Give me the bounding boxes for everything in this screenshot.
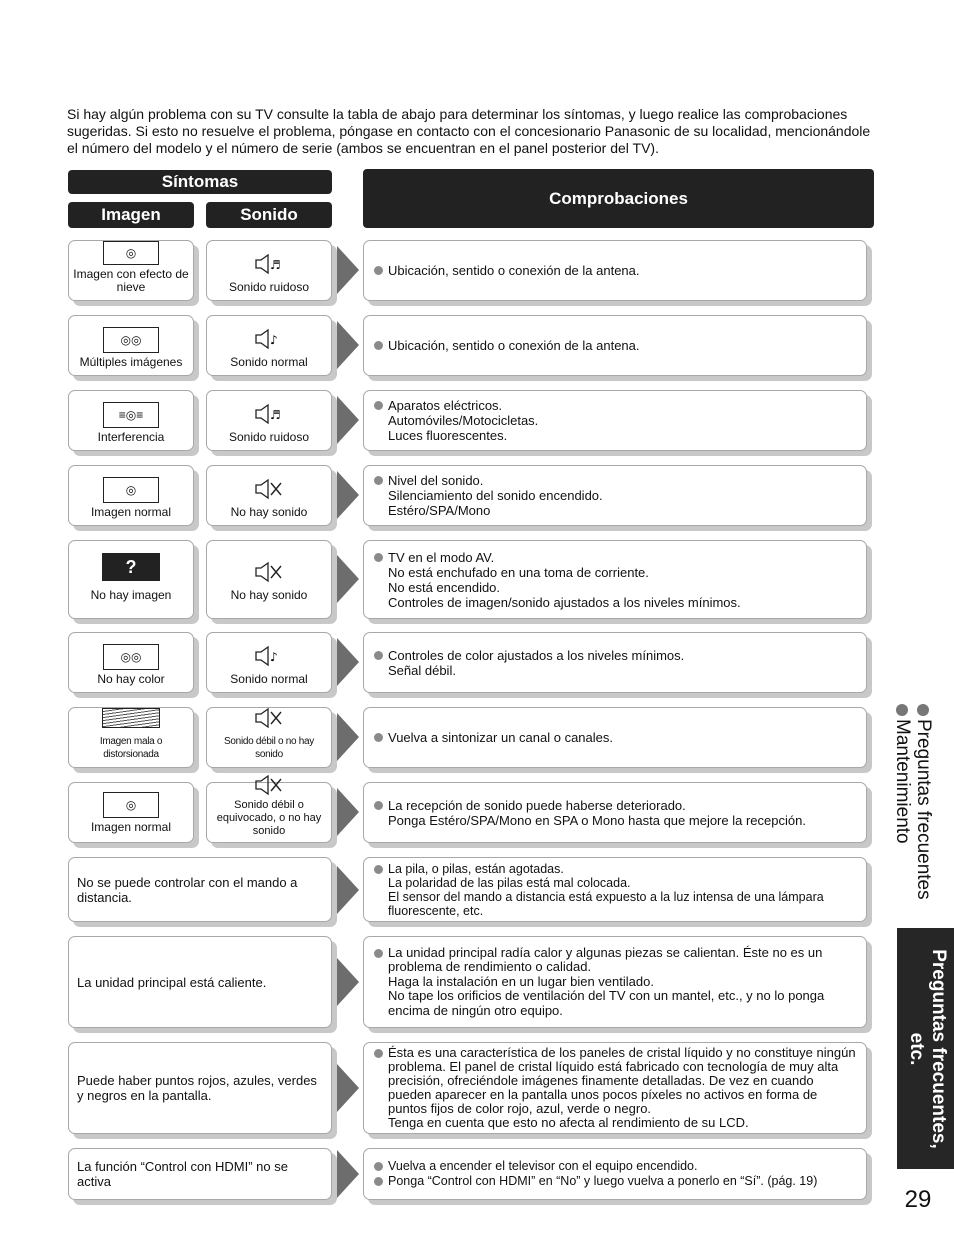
sound-symptom-label: No hay sonido — [230, 588, 308, 602]
checks-cell — [363, 465, 867, 526]
symptom-sound-cell — [206, 707, 332, 768]
arrow-icon — [337, 713, 359, 761]
tv-no-color-icon: ◎◎ — [103, 644, 159, 670]
arrow-icon — [337, 321, 359, 369]
image-symptom-label: No hay imagen — [90, 588, 172, 602]
check-item: Ubicación, sentido o conexión de la antena. — [374, 338, 640, 353]
tv-normal-icon: ◎ — [103, 477, 159, 503]
sound-symptom-label: Sonido normal — [230, 672, 308, 686]
tv-distorted-icon — [102, 708, 160, 728]
symptom-sound-cell — [206, 632, 332, 693]
symptom-image-cell — [68, 707, 194, 768]
sound-symptom-label: Sonido ruidoso — [228, 280, 310, 294]
symptom-image-cell — [68, 390, 194, 451]
tv-snow-icon: ◎ — [103, 241, 159, 265]
image-symptom-label: Imagen mala o distorsionada — [99, 736, 163, 760]
issue-symptom-cell: No se puede controlar con el mando a distancia. — [68, 857, 332, 922]
symptom-sound-cell — [206, 465, 332, 526]
checks-cell — [363, 240, 867, 301]
arrow-icon — [337, 396, 359, 444]
symptom-image-cell — [68, 315, 194, 376]
section-tab[interactable] — [897, 928, 954, 1169]
checks-cell — [363, 315, 867, 376]
speaker-muted-icon — [254, 561, 284, 583]
symptom-sound-cell — [206, 390, 332, 451]
check-item: Controles de color ajustados a los niveles mínimos. Señal débil. — [374, 648, 684, 678]
svg-text:♬: ♬ — [270, 258, 281, 272]
tv-ghost-icon: ◎◎ — [103, 327, 159, 353]
issue-symptom-cell: La unidad principal está caliente. — [68, 936, 332, 1028]
check-item: Nivel del sonido. Silenciamiento del sonido encendido. Estéro/SPA/Mono — [374, 473, 603, 518]
check-item: TV en el modo AV. No está enchufado en una toma de corriente. No está encendido. Controles de imagen/sonido ajustados a los niveles mínimos. — [374, 550, 741, 610]
checks-cell — [363, 632, 867, 693]
section-tab-label: Preguntas frecuentes, etc. — [906, 949, 949, 1149]
speaker-noisy-icon — [254, 403, 284, 425]
speaker-noisy-icon — [254, 253, 284, 275]
symptoms-header: Síntomas — [68, 170, 332, 194]
page-number: 29 — [904, 1186, 932, 1213]
image-symptom-label: Imagen con efecto de nieve — [73, 267, 189, 294]
sound-symptom-label: Sonido normal — [230, 355, 308, 369]
image-header: Imagen — [68, 202, 194, 228]
check-item: La pila, o pilas, están agotadas. La polaridad de las pilas está mal colocada. El sensor del mando a distancia está expuesto a la luz intensa de una lámpara fluorescente, etc. — [374, 862, 856, 918]
sidebar-link-faq[interactable]: Preguntas frecuentes — [913, 704, 934, 918]
checks-cell — [363, 782, 867, 843]
arrow-icon — [337, 246, 359, 294]
arrow-icon — [337, 638, 359, 686]
checks-cell — [363, 540, 867, 619]
speaker-weak-icon — [254, 774, 284, 796]
checks-cell — [363, 707, 867, 768]
bullet-icon — [917, 704, 929, 716]
check-item: Ésta es una característica de los paneles de cristal líquido y no constituye ningún problema. El panel de cristal líquido está fabricado con tecnología de muy alta precisión, ofreciéndole imágenes finamente detalladas. De vez en cuando pueden aparecer en la pantalla unos pocos píxeles no activos en forma de puntos fijos de color rojo, azul, verde o negro. Tenga en cuenta que esto no afecta al rendimiento de su LCD. — [374, 1046, 856, 1130]
sound-symptom-label: No hay sonido — [230, 505, 308, 519]
bullet-icon — [896, 704, 908, 716]
checks-cell — [363, 1148, 867, 1200]
checks-header: Comprobaciones — [363, 169, 874, 228]
sidebar-links — [890, 704, 934, 918]
tv-interference-icon: ≡◎≡ — [103, 402, 159, 428]
issue-symptom-cell: Puede haber puntos rojos, azules, verdes y negros en la pantalla. — [68, 1042, 332, 1134]
sound-symptom-label: Sonido débil o equivocado, o no hay sonido — [216, 799, 322, 837]
check-item: Vuelva a encender el televisor con el equipo encendido. — [374, 1159, 817, 1174]
speaker-muted-icon — [254, 478, 284, 500]
arrow-icon — [337, 1064, 359, 1112]
arrow-icon — [337, 958, 359, 1006]
symptom-sound-cell — [206, 782, 332, 843]
arrow-icon — [337, 555, 359, 603]
check-item: Aparatos eléctricos. Automóviles/Motocicletas. Luces fluorescentes. — [374, 398, 538, 443]
image-symptom-label: No hay color — [97, 672, 165, 686]
check-item: Vuelva a sintonizar un canal o canales. — [374, 730, 613, 745]
image-symptom-label: Imagen normal — [90, 820, 172, 834]
svg-text:♪: ♪ — [270, 650, 278, 664]
image-symptom-label: Múltiples imágenes — [79, 355, 183, 369]
tv-normal-icon: ◎ — [103, 792, 159, 818]
check-item: La recepción de sonido puede haberse deteriorado. Ponga Estéro/SPA/Mono en SPA o Mono hasta que mejore la recepción. — [374, 798, 806, 828]
checks-cell — [363, 390, 867, 451]
issue-symptom-cell: La función “Control con HDMI” no se activa — [68, 1148, 332, 1200]
symptom-sound-cell — [206, 540, 332, 619]
speaker-weak-icon — [254, 707, 284, 729]
svg-text:♬: ♬ — [270, 408, 281, 422]
symptom-image-cell — [68, 540, 194, 619]
symptom-image-cell — [68, 632, 194, 693]
symptom-sound-cell — [206, 240, 332, 301]
arrow-icon — [337, 1150, 359, 1198]
speaker-normal-icon — [254, 328, 284, 350]
sound-symptom-label: Sonido ruidoso — [228, 430, 310, 444]
symptom-image-cell — [68, 465, 194, 526]
sound-header: Sonido — [206, 202, 332, 228]
arrow-icon — [337, 471, 359, 519]
sidebar-link-maintenance[interactable]: Mantenimiento — [892, 704, 913, 918]
intro-paragraph: Si hay algún problema con su TV consulte la tabla de abajo para determinar los síntomas, y luego realice las comprobaciones sugeridas. Si esto no resuelve el problema, póngase en contacto con el concesionario Panasonic de su localidad, mencionándole el número del modelo y el número de serie (ambos se encuentran en el panel posterior del TV). — [67, 106, 871, 156]
arrow-icon — [337, 866, 359, 914]
check-item: La unidad principal radía calor y algunas piezas se calientan. Éste no es un problema de rendimiento o calidad. Haga la instalación en un lugar bien ventilado. No tape los orificios de ventilación del TV con un mantel, etc., y no lo ponga encima de ningún otro equipo. — [374, 946, 856, 1019]
arrow-icon — [337, 788, 359, 836]
symptom-sound-cell — [206, 315, 332, 376]
svg-text:♪: ♪ — [270, 333, 278, 347]
speaker-normal-icon — [254, 645, 284, 667]
image-symptom-label: Interferencia — [97, 430, 165, 444]
checks-cell — [363, 936, 867, 1028]
check-item: Ubicación, sentido o conexión de la antena. — [374, 263, 640, 278]
symptom-image-cell — [68, 240, 194, 301]
checks-cell — [363, 1042, 867, 1134]
tv-no-picture-icon: ? — [102, 553, 160, 581]
checks-cell — [363, 857, 867, 922]
sound-symptom-label: Sonido débil o no hay sonido — [224, 736, 314, 760]
image-symptom-label: Imagen normal — [90, 505, 172, 519]
symptom-image-cell — [68, 782, 194, 843]
check-item: Ponga “Control con HDMI” en “No” y luego vuelva a ponerlo en “Sí”. (pág. 19) — [374, 1174, 817, 1189]
